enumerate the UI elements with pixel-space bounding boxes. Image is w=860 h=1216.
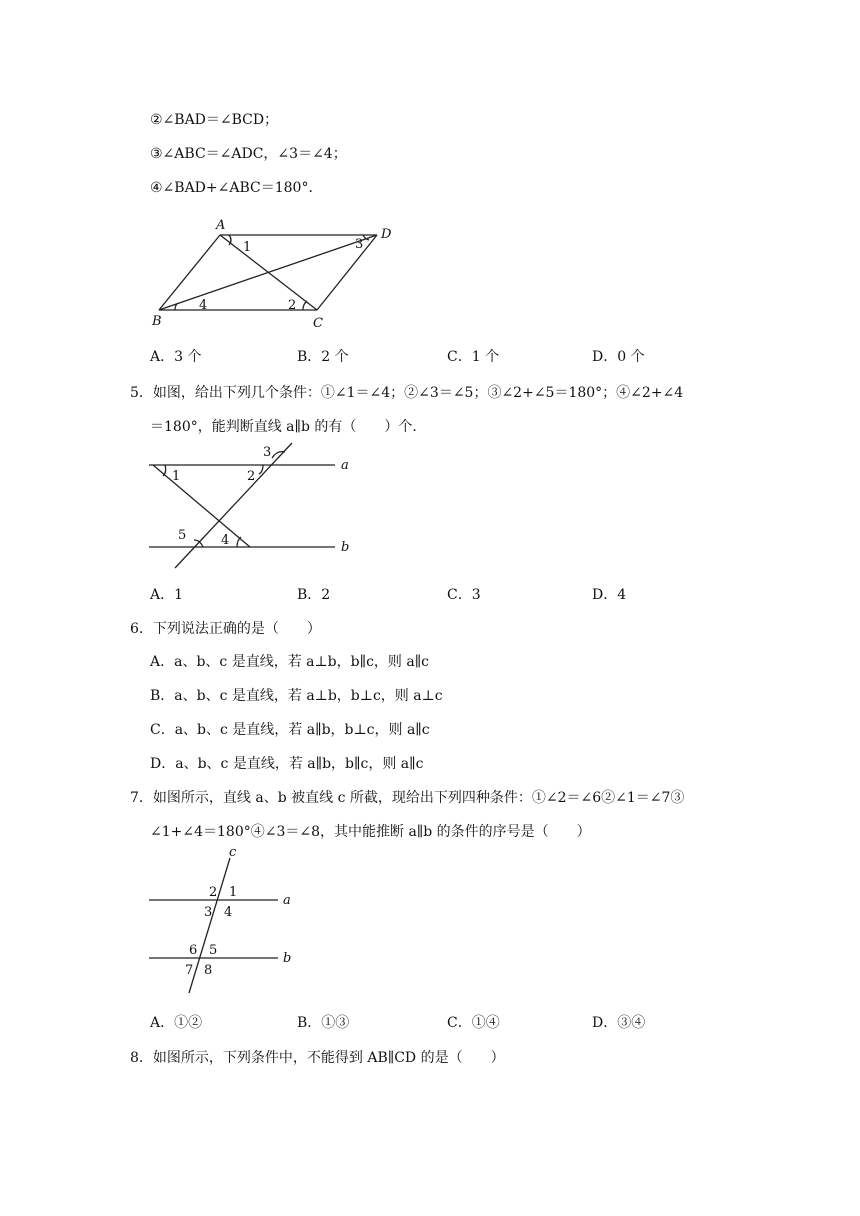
q8-stem: 8．如图所示，下列条件中，不能得到 AB∥CD 的是（ ） bbox=[130, 1050, 505, 1066]
q7-angle-4: 4 bbox=[224, 905, 233, 920]
q7-line-a: a bbox=[283, 893, 291, 908]
q7-angle-5: 5 bbox=[209, 943, 218, 958]
q7-angle-8: 8 bbox=[204, 963, 213, 978]
q5-stem-line-2: ＝180°，能判断直线 a∥b 的有（ ）个． bbox=[150, 419, 427, 435]
q6-choice-c[interactable]: C．a、b、c 是直线，若 a∥b，b⊥c，则 a∥c bbox=[150, 722, 430, 738]
q5-angle-3: 3 bbox=[263, 445, 272, 460]
q4-angle-1: 1 bbox=[243, 240, 252, 255]
q5-line-b: b bbox=[341, 540, 350, 555]
q6-choice-a[interactable]: A．a、b、c 是直线，若 a⊥b，b∥c，则 a∥c bbox=[150, 654, 430, 670]
q6-stem: 6．下列说法正确的是（ ） bbox=[130, 621, 321, 637]
q4-condition-4: ④∠BAD+∠ABC＝180°． bbox=[150, 180, 323, 196]
q4-point-A: A bbox=[216, 218, 226, 233]
q7-angle-7: 7 bbox=[185, 963, 194, 978]
q6-choice-b[interactable]: B．a、b、c 是直线，若 a⊥b，b⊥c，则 a⊥c bbox=[150, 688, 443, 704]
q5-option-b[interactable]: B．2 bbox=[297, 587, 331, 603]
q4-option-a[interactable]: A．3 个 bbox=[150, 349, 202, 365]
q4-condition-3: ③∠ABC＝∠ADC，∠3＝∠4； bbox=[150, 146, 347, 162]
q4-angle-2: 2 bbox=[288, 298, 297, 313]
q7-angle-1: 1 bbox=[229, 885, 238, 900]
q4-point-D: D bbox=[381, 227, 392, 242]
q4-angle-3: 3 bbox=[355, 237, 364, 252]
q7-option-c[interactable]: C．①④ bbox=[447, 1015, 500, 1031]
q7-angle-2: 2 bbox=[209, 885, 218, 900]
q7-stem-line-1: 7．如图所示，直线 a、b 被直线 c 所截，现给出下列四种条件：①∠2＝∠6②∠1＝∠7③ bbox=[130, 790, 685, 806]
q7-line-c: c bbox=[229, 845, 237, 860]
q5-angle-1: 1 bbox=[172, 469, 181, 484]
q4-option-c[interactable]: C．1 个 bbox=[447, 349, 500, 365]
q4-point-C: C bbox=[313, 316, 323, 331]
q4-condition-2: ②∠BAD＝∠BCD； bbox=[150, 112, 279, 128]
q4-parallelogram-figure bbox=[145, 215, 405, 330]
q7-option-d[interactable]: D．③④ bbox=[592, 1015, 646, 1031]
q7-option-a[interactable]: A．①② bbox=[150, 1015, 203, 1031]
q5-option-a[interactable]: A．1 bbox=[150, 587, 184, 603]
q5-angle-5: 5 bbox=[178, 528, 187, 543]
q5-line-a: a bbox=[341, 458, 349, 473]
q4-option-b[interactable]: B．2 个 bbox=[297, 349, 349, 365]
q7-angle-3: 3 bbox=[204, 905, 213, 920]
q7-option-b[interactable]: B．①③ bbox=[297, 1015, 350, 1031]
q4-point-B: B bbox=[152, 314, 162, 329]
q5-angle-4: 4 bbox=[221, 533, 230, 548]
q7-angle-6: 6 bbox=[189, 943, 198, 958]
q5-option-c[interactable]: C．3 bbox=[447, 587, 481, 603]
q4-option-d[interactable]: D．0 个 bbox=[592, 349, 645, 365]
q4-angle-4: 4 bbox=[199, 298, 208, 313]
q6-choice-d[interactable]: D．a、b、c 是直线，若 a∥b，b∥c，则 a∥c bbox=[150, 756, 424, 772]
q7-stem-line-2: ∠1+∠4＝180°④∠3＝∠8，其中能推断 a∥b 的条件的序号是（ ） bbox=[150, 824, 591, 840]
q5-transversal-figure bbox=[145, 440, 360, 570]
q5-option-d[interactable]: D．4 bbox=[592, 587, 627, 603]
q7-transversal-figure bbox=[145, 845, 305, 998]
q5-angle-2: 2 bbox=[247, 469, 256, 484]
q7-line-b: b bbox=[283, 951, 292, 966]
q5-stem-line-1: 5．如图，给出下列几个条件：①∠1＝∠4；②∠3＝∠5；③∠2+∠5＝180°；④∠2+∠4 bbox=[130, 385, 684, 401]
